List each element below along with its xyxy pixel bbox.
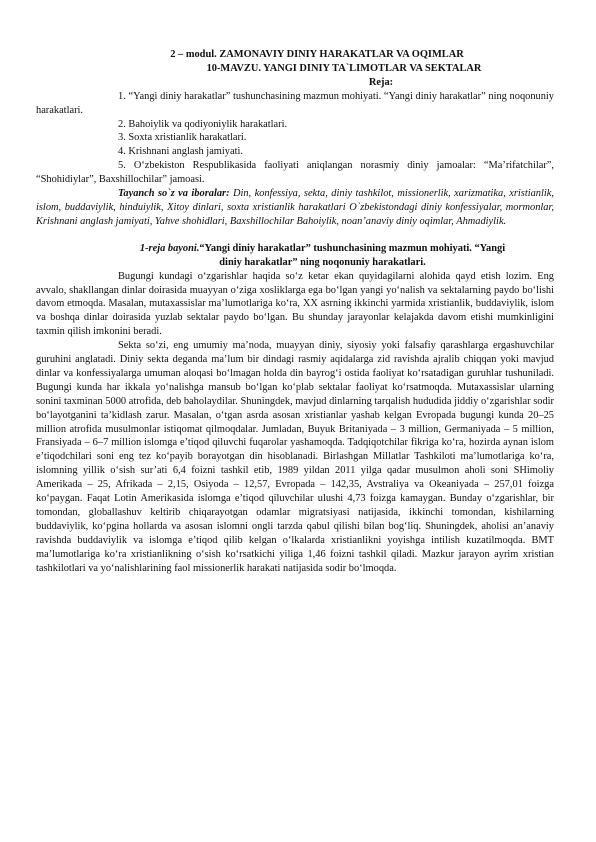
plan-item (36, 131, 554, 145)
plan-item-text: Soxta xristianlik harakatlari. (128, 132, 247, 144)
plan-item-text: “Yangi diniy harakatlar” tushunchasining mazmun mohiyati. “Yangi diniy harakatlar” ning noqonuniy harakatlari. (36, 90, 555, 116)
body-paragraph: Sekta so‘zi, eng umumiy ma’noda, muayyan diniy, siyosiy yoki falsafiy qarashlarga ergashuvchilar guruhini anglatadi. Diniy sekta deganda ma’lum bir dindagi rasmiy aqidalarga zid ravishda ajralib chiqqan yoki mavjud dinlar va konfessiyalarga umuman aloqasi bo‘lmagan holda din bayrog‘i ostida faoliyat ko‘rsatadigan guruhlar tushuniladi. Bugungi kunda har ikkala yo‘nalishga mansub bo‘lgan ko‘plab sektalar faoliyat ko‘rsatmoqda. Mutaxassislar ularning sonini taxminan 5000 atrofida, deb baholaydilar. Shuningdek, mavjud dinlarning tarqalish hududida jiddiy o‘zgarishlar sodir bo‘layotganini ta’kidlash zarur. Masalan, o‘tgan asrda asosan xristianlar yashab kelgan Evropada bugungi kunda 20–25 million atrofida musulmonlar istiqomat qilmoqdalar. Jumladan, Buyuk Britaniyada – 3 million, Germaniyada – 5 million, Fransiyada – 6–7 million islomga e’tiqod qiluvchi fuqarolar yashamoqda. Tadqiqotchilar fikriga ko‘ra, hozirda aynan islom e’tiqodchilari soni eng tez ko‘payib borayotgan din hisoblanadi. Birlashgan Millatlar Tashkiloti ma’lumotlariga ko‘ra, islomning yillik o‘sish sur’ati 6,4 foizni tashkil etib, 1989 yildan 2011 yilga qadar musulmon aholi soni SHimoliy Amerikada – 25, Afrikada – 2,15, Osiyoda – 12,57, Evropada – 142,35, Avstraliya va Okeaniyada – 257,01 foizga ko‘paygan. Faqat Lotin Amerikasida islomga e’tiqod qiluvchilar ulushi 4,73 foizga kamaygan. Bunday o‘zgarishlar, bir tomondan, globallashuv keltirib chiqarayotgan odamlar migratsiyasi natijasida, ikkinchi tomondan, kishilarning buddaviylik, ko‘pgina hollarda va asosan islomni ongli tarzda qabul qilishi bilan bog‘liq. Shuningdek, aholisi an’anaviy ravishda buddaviylik va islomga e’tiqod qilib kelgan o‘lkalarda xristianlikni yoyishga intilish kuzatilmoqda. BMT ma’lumotlariga ko‘ra xristianlikning o‘sish ko‘rsatkichi yiliga 1,46 foizni tashkil qiladi. Mazkur jarayon ayrim xristian tashkilotlari va yo‘nalishlarining faol missionerlik harakati natijasida sodir bo‘lmoqda. (36, 340, 554, 574)
plan-item-text: O‘zbekiston Respublikasida faoliyati aniqlangan norasmiy diniy jamoalar: “Ma’rifatchilar”, “Shohidiylar”, Baxshillochilar” jamoasi. (36, 160, 554, 186)
keywords-paragraph (36, 187, 554, 229)
plan-item (36, 159, 554, 187)
plan-item-text: Bahoiylik va qodiyoniylik harakatlari. (128, 118, 288, 130)
plan-item (36, 145, 554, 159)
plan-label: Reja: (368, 76, 394, 88)
plan-item-number: 4. (118, 146, 129, 158)
keywords-text: Din, konfessiya, sekta, diniy tashkilot, missionerlik, xarizmatika, xristianlik, islom, buddaviylik, hinduiylik, Xitoy dinlari, soxta xristianlik harakatlari O`zbekistondagi diniy konfessiyalar, mormonlar, Krishnani anglash jamiyati, Yahve shohidlari, Baxshillochilar Bahoiylik, noan’anaviy diniy oqimlar, Ahmadiylik. (36, 188, 554, 227)
plan-item-number: 2. (118, 118, 129, 130)
keywords-label: Tayanch so`z va iboralar: (118, 188, 233, 200)
section-title (36, 242, 554, 270)
plan-item-number: 1. (118, 90, 129, 102)
plan-item-number: 3. (118, 132, 129, 144)
plan-item (36, 118, 554, 132)
plan-item (36, 90, 554, 118)
plan-item-text: Krishnani anglash jamiyati. (128, 146, 243, 158)
module-title: 2 – modul. ZAMONAVIY DINIY HARAKATLAR VA OQIMLAR (170, 49, 464, 60)
topic-title: 10-MAVZU. YANGI DINIY TA`LIMOTLAR VA SEKTALAR (206, 62, 482, 74)
body-paragraph: Bugungi kundagi o‘zgarishlar haqida so‘z ketar ekan quyidagilarni alohida qayd etish lozim. Eng avvalo, shakllangan dinlar doirasida muayyan o‘ziga xosliklarga ega bo‘lgan yangi yo‘nalish va sektalarning paydo bo‘lishi davom etmoqda. Masalan, mutaxassislar ma’lumotlariga ko‘ra, XX asrning ikkinchi yarmida xristianlik, buddaviylik, islom va boshqa dinlar doirasida yuzlab sektalar paydo bo‘lgan. Bu shunday jarayonlar kelajakda davom etishi mumkinligini taxmin qilish imkonini beradi. (36, 270, 554, 338)
section-lead: 1-reja bayoni. (139, 242, 200, 254)
section-heading: “Yangi diniy harakatlar” tushunchasining mazmun mohiyati. “Yangi diniy harakatlar” ning noqonuniy harakatlari. (199, 242, 506, 268)
content-block (36, 90, 554, 576)
plan-item-number: 5. (118, 160, 134, 172)
